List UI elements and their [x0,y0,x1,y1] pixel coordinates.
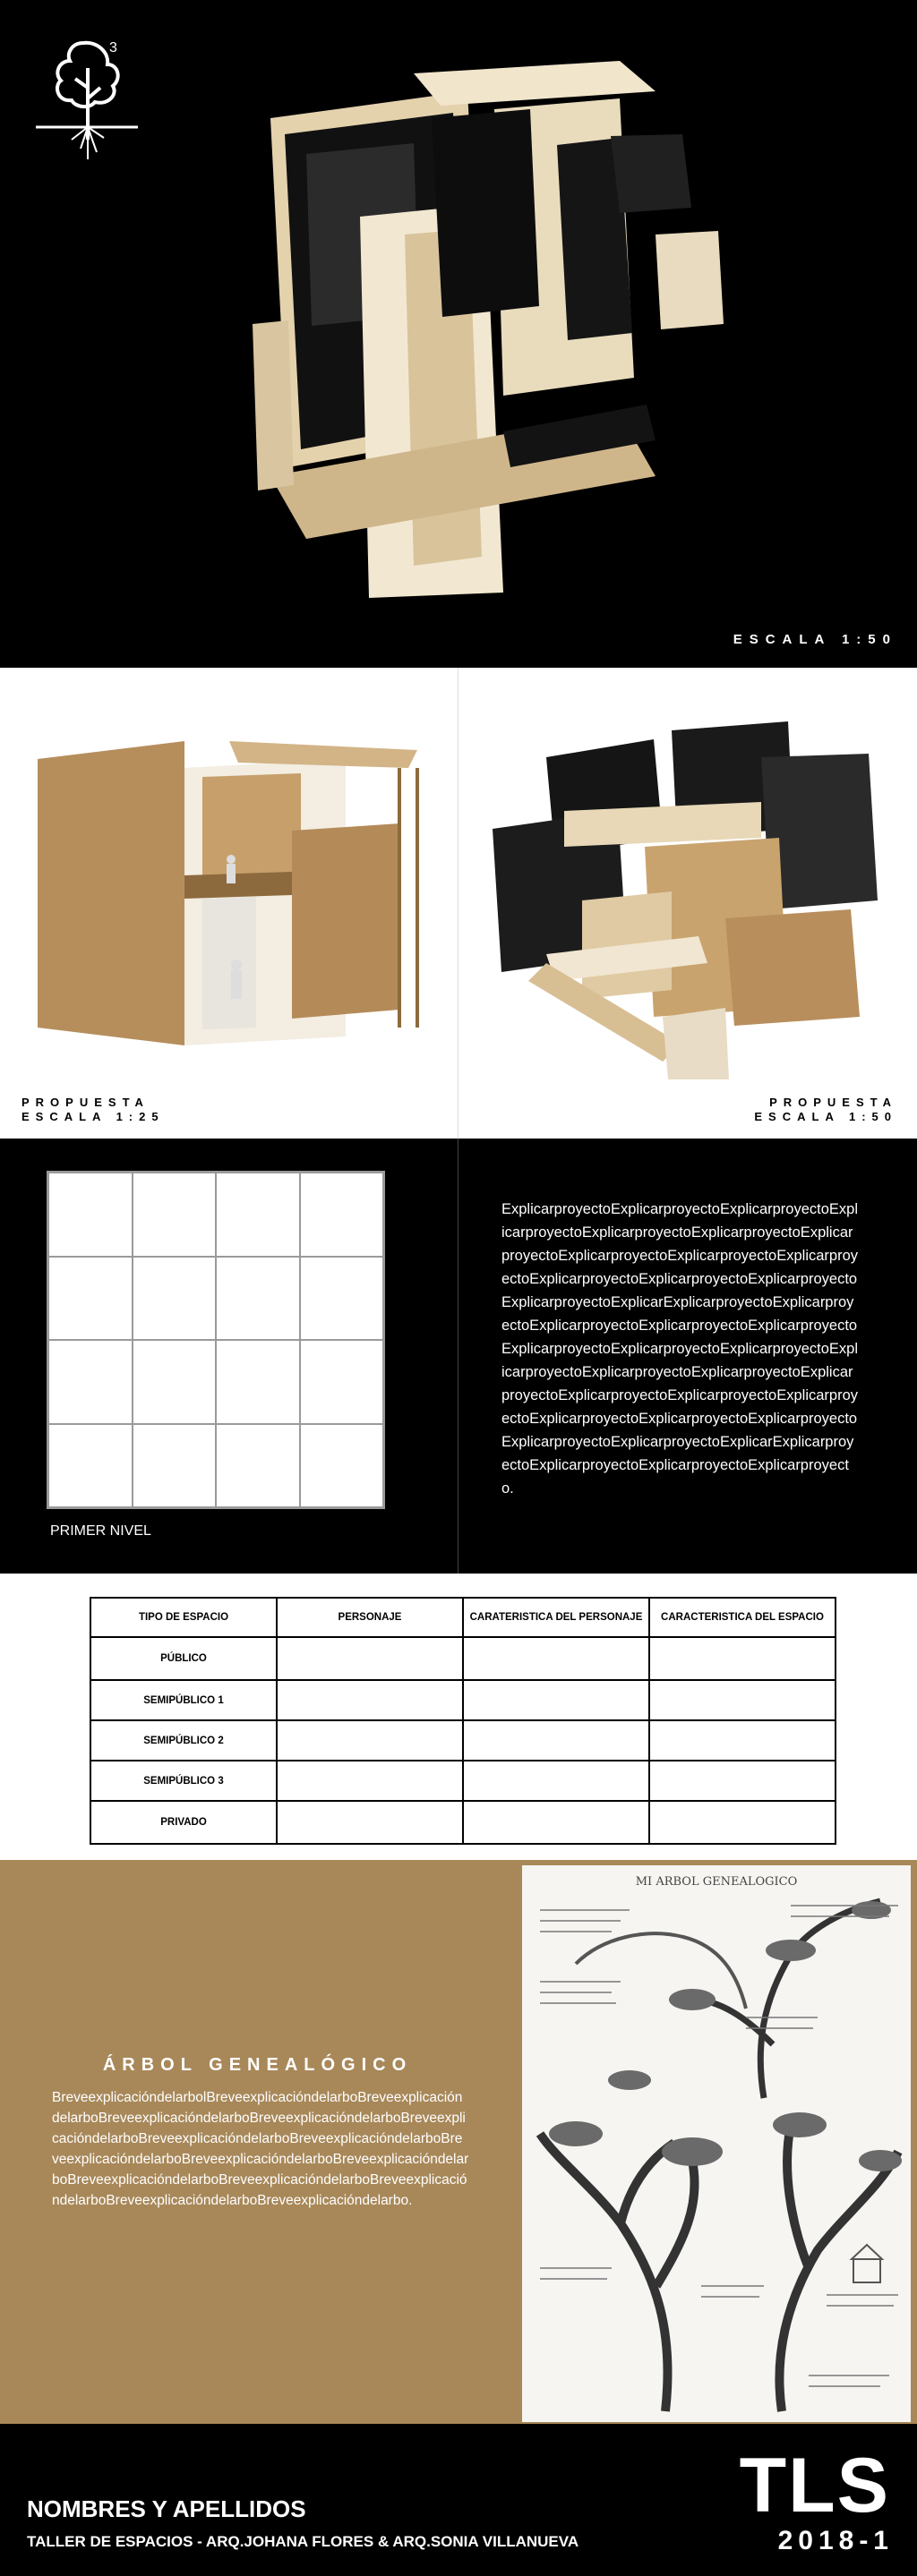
proposal-label-right [754,1096,897,1124]
family-tree-title: ÁRBOL GENEALÓGICO [102,2055,413,2075]
row-label: SEMIPÚBLICO 2 [90,1720,277,1761]
plan-cell [300,1257,384,1341]
row-label: PRIVADO [90,1801,277,1844]
header-tipo-espacio: TIPO DE ESPACIO [90,1598,277,1637]
row-label: PÚBLICO [90,1637,277,1680]
proposal-left-line2: ESCALA 1:25 [21,1110,165,1123]
plan-cell [300,1340,384,1424]
table-cell [277,1801,463,1844]
table-cell [649,1801,836,1844]
plan-cell [133,1340,217,1424]
hero-model-image [235,55,736,601]
table-cell [277,1637,463,1680]
plan-cell [48,1257,133,1341]
table-row [90,1680,836,1720]
plan-cell [48,1173,133,1257]
table-cell [463,1720,649,1761]
sketch-title: MI ARBOL GENEALOGICO [635,1875,798,1889]
table-cell [277,1761,463,1801]
workshop-credits: TALLER DE ESPACIOS - ARQ.JOHANA FLORES & ARQ.SONIA VILLANUEVA [27,2533,579,2550]
model-photo-1-50 [493,721,892,1079]
header-caracteristica-espacio: CARACTERISTICA DEL ESPACIO [649,1598,836,1637]
header-personaje: PERSONAJE [277,1598,463,1637]
table-row [90,1801,836,1844]
header-caracteristica-personaje: CARATERISTICA DEL PERSONAJE [463,1598,649,1637]
proposal-right-line1: PROPUESTA [769,1096,897,1109]
hero-scale-label: ESCALA 1:50 [733,632,897,647]
table-cell [649,1761,836,1801]
table-cell [463,1761,649,1801]
row-label: SEMIPÚBLICO 3 [90,1761,277,1801]
plan-cell [133,1257,217,1341]
plan-cell [133,1424,217,1508]
brand-tls: TLS [739,2443,890,2529]
hero-section [0,0,917,668]
table-cell [277,1720,463,1761]
table-row [90,1761,836,1801]
plan-cell [216,1257,300,1341]
table-row [90,1720,836,1761]
project-explanation: ExplicarproyectoExplicarproyectoExplicarproyectoExplicarproyectoExplicarproyectoExplicarproyectoExplicarproyectoExplicarproyectoExplicarproyectoExplicarproyectoExplicarproyectoExplicarproyectoExplicarproyectoExplicarproyectoExplicarExplicarproyectoExplicarproyectoExplicarproyectoExplicarproyectoExplicarproyectoExplicarproyectoExplicarproyectoExplicarproyectoExplicarproyectoExplicarproyectoExplicarproyectoExplicarproyectoExplicarproyectoExplicarproyectoExplicarproyectoExplicarproyectoExplicarproyectoExplicarproyectoExplicarproyectoExplicarproyectoExplicarExplicarproyectoExplicarproyectoExplicarproyectoExplicarproyecto. [501,1201,859,1497]
table-cell [649,1720,836,1761]
plan-cell [48,1340,133,1424]
table-cell [649,1680,836,1720]
models-section [0,668,917,1139]
plan-caption: PRIMER NIVEL [50,1523,151,1539]
plan-cell [216,1173,300,1257]
spaces-table [90,1597,836,1845]
table-header-row [90,1598,836,1637]
family-tree-text: BreveexplicacióndelarbolBreveexplicacióndelarboBreveexplicacióndelarboBreveexplicacióndelarboBreveexplicacióndelarboBreveexplicacióndelarboBreveexplicacióndelarboBreveexplicacióndelarboBreveexplicacióndelarboBreveexplicacióndelarboBreveexplicacióndelarboBreveexplicacióndelarboBreveexplicacióndelarboBreveexplicacióndelarboBreveexplicacióndelarboBreveexplicacióndelarbo. [52,2090,469,2208]
logo-superscript: 3 [109,40,117,55]
table-cell [463,1801,649,1844]
proposal-label-left [21,1096,165,1124]
plan-cell [300,1173,384,1257]
term-year: 2018-1 [777,2526,894,2555]
proposal-left-line1: PROPUESTA [21,1096,150,1109]
table-cell [649,1637,836,1680]
plan-cell [300,1424,384,1508]
student-names: NOMBRES Y APELLIDOS [27,2495,306,2522]
plan-cell [133,1173,217,1257]
table-row [90,1637,836,1680]
tree-logo-icon [34,34,143,168]
footer [0,2424,917,2576]
model-photo-1-25 [32,741,426,1063]
table-cell [463,1680,649,1720]
plan-cell [48,1424,133,1508]
plan-cell [216,1340,300,1424]
table-cell [277,1680,463,1720]
row-label: SEMIPÚBLICO 1 [90,1680,277,1720]
floor-plan-grid [47,1171,385,1509]
plan-section [0,1139,917,1574]
plan-cell [216,1424,300,1508]
spaces-table-section [0,1574,917,1860]
family-tree-sketch-image [522,1865,911,2422]
table-cell [463,1637,649,1680]
proposal-right-line2: ESCALA 1:50 [754,1110,897,1123]
